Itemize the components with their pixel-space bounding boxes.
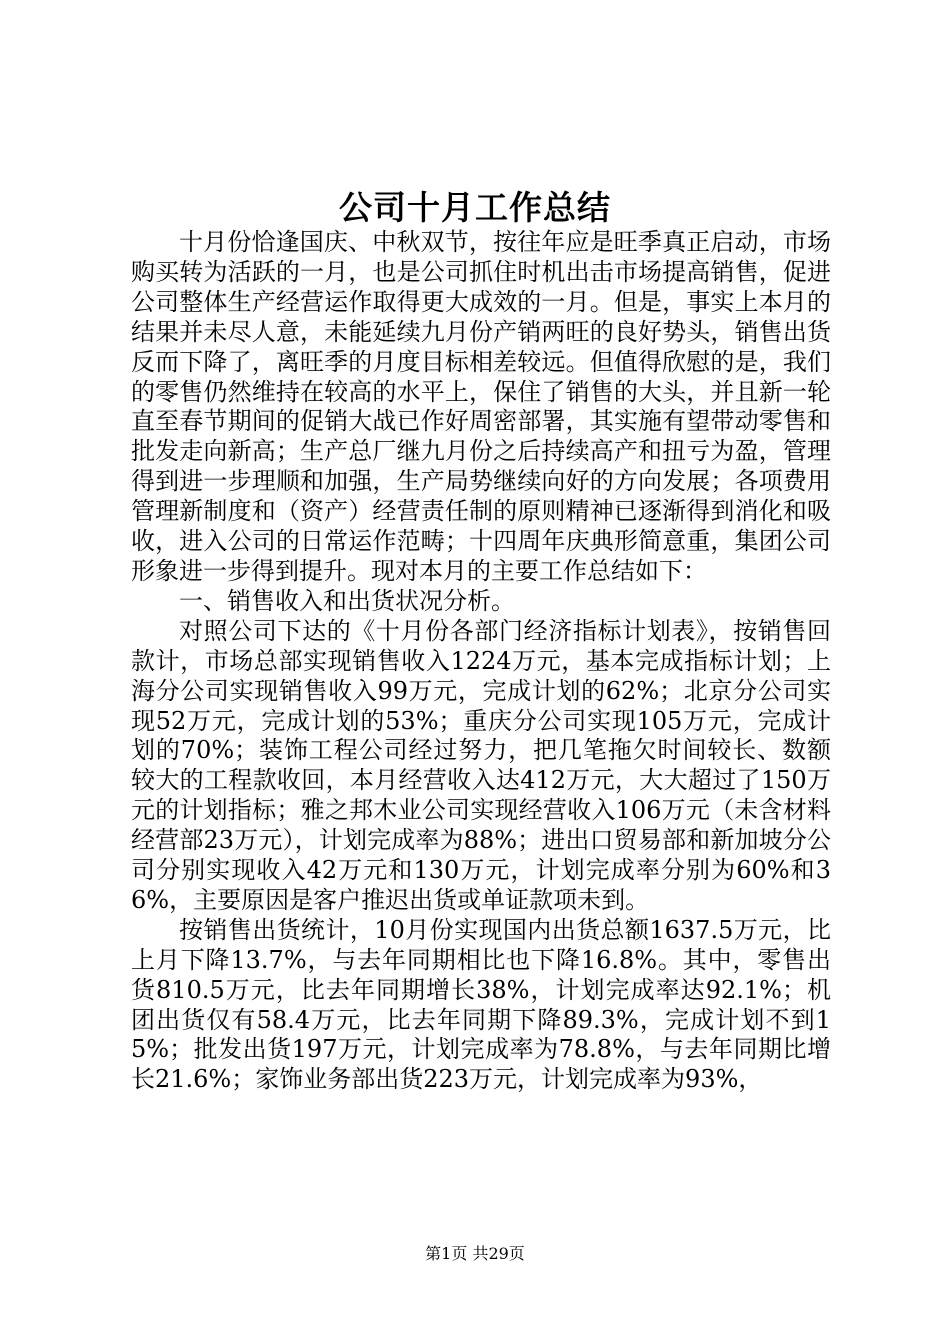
paragraph-shipment-stats: 按销售出货统计，10月份实现国内出货总额1637.5万元，比上月下降13.7%，与去年同期相比也下降16.8%。其中，零售出货810.5万元，比去年同期增长38%，计划完成率达92.1%；机团出货仅有58.4万元，比去年同期下降89.3%，完成计划不到15%；批发出货197万元，计划完成率为78.8%，与去年同期比增长21.6%；家饰业务部出货223万元，计划完成率为93%， <box>131 915 831 1094</box>
page-number-footer: 第1页 共29页 <box>425 1244 525 1263</box>
paragraph-sales-revenue: 对照公司下达的《十月份各部门经济指标计划表》，按销售回款计，市场总部实现销售收入1224万元，基本完成指标计划；上海分公司实现销售收入99万元，完成计划的62%；北京分公司实现52万元，完成计划的53%；重庆分公司实现105万元，完成计划的70%；装饰工程公司经过努力，把几笔拖欠时间较长、数额较大的工程款收回，本月经营收入达412万元，大大超过了150万元的计划指标；雅之邦木业公司实现经营收入106万元（未含材料经营部23万元），计划完成率为88%；进出口贸易部和新加坡分公司分别实现收入42万元和130万元，计划完成率分别为60%和36%，主要原因是客户推迟出货或单证款项未到。 <box>131 616 831 914</box>
document-title: 公司十月工作总结 <box>339 188 611 227</box>
document-body <box>131 228 831 1095</box>
section-heading-sales: 一、销售收入和出货状况分析。 <box>179 586 515 615</box>
paragraph-intro: 十月份恰逢国庆、中秋双节，按往年应是旺季真正启动，市场购买转为活跃的一月，也是公司抓住时机出击市场提高销售，促进公司整体生产经营运作取得更大成效的一月。但是，事实上本月的结果并未尽人意，未能延续九月份产销两旺的良好势头，销售出货反而下降了，离旺季的月度目标相差较远。但值得欣慰的是，我们的零售仍然维持在较高的水平上，保住了销售的大头，并且新一轮直至春节期间的促销大战已作好周密部署，其实施有望带动零售和批发走向新高；生产总厂继九月份之后持续高产和扭亏为盈，管理得到进一步理顺和加强，生产局势继续向好的方向发展；各项费用管理新制度和（资产）经营责任制的原则精神已逐渐得到消化和吸收，进入公司的日常运作范畴；十四周年庆典形简意重，集团公司形象进一步得到提升。现对本月的主要工作总结如下： <box>131 228 831 585</box>
